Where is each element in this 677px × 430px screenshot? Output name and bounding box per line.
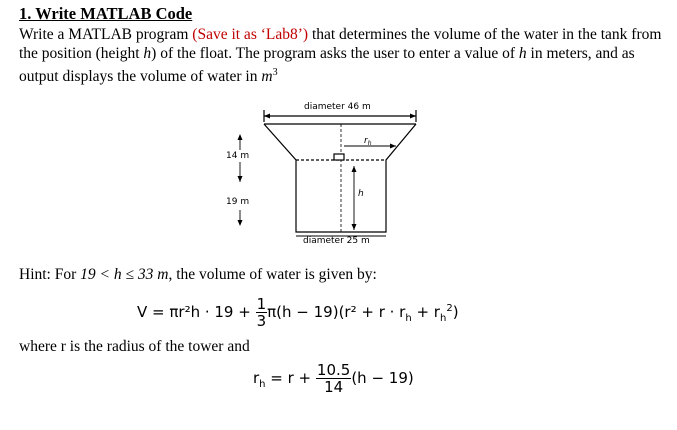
volume-rhs: π(h − 19)(r² + r · r <box>267 303 406 321</box>
volume-lhs: V = πr²h · 19 + <box>137 303 256 321</box>
volume-rhs-end: + r <box>411 303 440 321</box>
hint-text-1: Hint: For <box>19 266 81 283</box>
arrow-head-icon <box>352 166 357 172</box>
tank-diagram <box>226 98 446 253</box>
rh-subscript: h <box>439 313 447 324</box>
hint-condition: 19 < h ≤ 33 m <box>80 266 169 283</box>
rh-formula <box>253 362 414 395</box>
arrow-head-icon <box>238 176 243 182</box>
arrow-head-icon <box>264 114 270 119</box>
fraction-numerator: 1 <box>256 295 267 313</box>
volume-formula <box>137 296 459 329</box>
top-diameter-label: diameter 46 m <box>304 102 371 112</box>
save-note: (Save it as ‘Lab8’) <box>192 26 309 43</box>
arrow-head-icon <box>410 114 416 119</box>
rh-subscript: h <box>405 313 412 324</box>
fraction-denominator: 3 <box>256 312 267 330</box>
bottom-diameter-label: diameter 25 m <box>303 236 370 246</box>
arrow-head-icon <box>390 144 396 149</box>
unit-m: m <box>261 68 273 86</box>
h-variable: h <box>518 45 527 62</box>
problem-statement <box>19 25 669 86</box>
upper-height-label: 14 m <box>226 151 250 161</box>
statement-part-3: ) of the float. The program asks the user to enter a value of <box>151 45 519 62</box>
volume-close: ) <box>452 303 459 321</box>
rh-lhs-subscript: h <box>259 379 266 390</box>
arrow-head-icon <box>352 224 357 230</box>
h-variable: h <box>143 45 152 62</box>
where-line: where r is the radius of the tower and <box>19 338 250 355</box>
rh-lhs: r <box>253 369 260 387</box>
arrow-head-icon <box>238 220 243 226</box>
section-heading: 1. Write MATLAB Code <box>19 4 193 23</box>
fraction-denominator: 14 <box>324 378 344 396</box>
arrow-head-icon <box>238 134 243 140</box>
rh-equals: = r + <box>265 369 316 387</box>
hint-line <box>19 266 377 284</box>
statement-part-4: in meters, and as output displays the volume of water in <box>19 45 635 86</box>
tank-outline <box>264 124 416 232</box>
rh-rhs: (h − 19) <box>351 369 414 387</box>
hint-text-2: , the volume of water is given by: <box>168 266 377 283</box>
unit-exponent: 3 <box>272 67 278 78</box>
rh-exponent: 2 <box>446 303 453 314</box>
one-third-fraction <box>256 296 268 329</box>
rh-fraction <box>316 362 351 395</box>
h-label: h <box>358 189 364 199</box>
rh-label: $r_h$ <box>364 136 372 147</box>
lower-height-label: 19 m <box>226 197 250 207</box>
statement-part-1: Write a MATLAB program <box>19 26 193 43</box>
fraction-numerator: 10.5 <box>316 361 351 379</box>
float <box>334 154 344 160</box>
statement-part-2: that determines the volume of the water in the tank from the position (height <box>19 26 662 62</box>
